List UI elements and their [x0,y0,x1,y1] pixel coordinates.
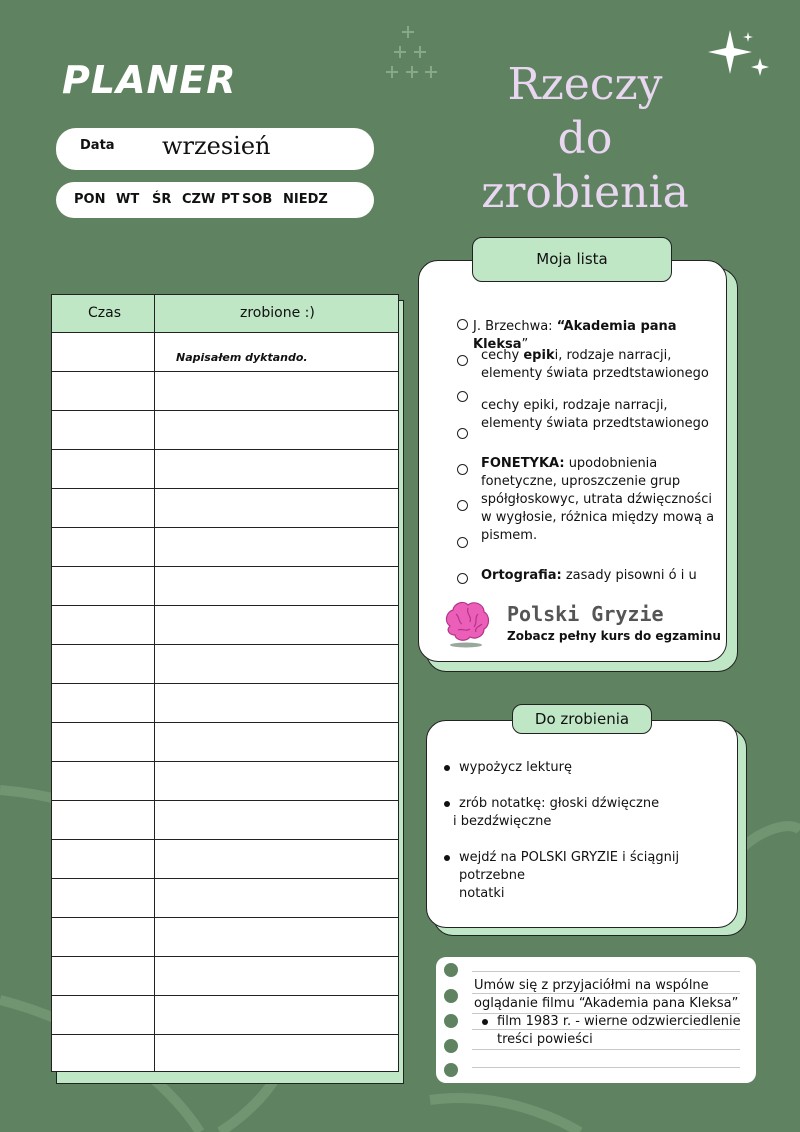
day-sat: SOB [242,192,273,207]
table-row[interactable] [52,879,398,918]
table-header [52,295,398,333]
note-text: Umów się z przyjaciółmi na wspólne [474,978,709,993]
todo-title: Do zrobienia [512,704,652,734]
checkbox-circle[interactable] [457,573,468,584]
plus-decoration-icon [386,26,437,78]
column-header-time: Czas [88,305,121,321]
table-row[interactable] [52,957,398,996]
table-row[interactable] [52,645,398,684]
todo-item: wypożycz lekturę [459,760,572,775]
table-row[interactable] [52,411,398,450]
day-thu: CZW [182,192,216,207]
note-text: oglądanie filmu “Akademia pana Kleksa” [474,996,739,1011]
table-row[interactable] [52,1035,398,1074]
day-sun: NIEDZ [283,192,328,207]
table-row[interactable] [52,567,398,606]
note-text: film 1983 r. - wierne odzwierciedlenie [497,1014,741,1029]
todo-item: wejdź na POLSKI GRYZIE i ściągnij potrzebne notatki [459,850,680,901]
note-dot [444,1014,458,1028]
heading-line: Rzeczy [507,59,663,110]
date-value: wrzesień [162,132,271,160]
list-item: Ortografia: zasady pisowni ó i u [481,568,697,583]
bullet [444,801,450,807]
column-divider [154,295,155,1071]
day-wed: ŚR [152,192,172,207]
planer-title: PLANER [62,58,237,102]
checkbox-circle[interactable] [457,464,468,475]
note-dot [444,1063,458,1077]
list-item: cechy epiki, rodzaje narracji, elementy świata przedtstawionego [481,398,709,431]
table-row[interactable] [52,684,398,723]
list-item: cechy epiki, rodzaje narracji, elementy świata przedtstawionego [481,348,709,381]
note-line [472,1049,740,1050]
date-pill [56,128,374,170]
heading-line: do [557,113,613,164]
notes-card [436,957,756,1083]
table-row[interactable] [52,723,398,762]
brain-icon [444,600,490,648]
brand-name[interactable]: Polski Gryzie [507,602,664,626]
note-text: treści powieści [497,1032,593,1047]
page-heading [470,58,700,220]
checkbox-circle[interactable] [457,500,468,511]
my-list-title: Moja lista [472,237,672,282]
sparkle-icon [708,30,769,76]
table-row[interactable] [52,333,398,372]
note-line [472,1067,740,1068]
checkbox-circle[interactable] [457,428,468,439]
day-mon: PON [74,192,106,207]
table-row[interactable] [52,528,398,567]
table-row[interactable] [52,606,398,645]
weekday-pill [56,182,374,218]
brand-subtitle-link[interactable]: Zobacz pełny kurs do egzaminu [507,629,721,643]
checkbox-circle[interactable] [457,355,468,366]
list-item: FONETYKA: upodobnienia fonetyczne, uproszczenie grup spółgłoskowyc, utrata dźwięczności w wygłosie, różnica między mową a pismem. [481,456,715,543]
note-line [472,971,740,972]
checkbox-circle[interactable] [457,319,468,330]
table-row[interactable] [52,762,398,801]
todo-item: zrób notatkę: głoski dźwięczne i bezdźwięczne [453,796,660,829]
table-row[interactable] [52,489,398,528]
schedule-table [51,294,399,1072]
table-row[interactable] [52,450,398,489]
list-item: J. Brzechwa: “Akademia pana Kleksa” [473,319,677,352]
column-header-done: zrobione :) [240,305,315,321]
table-cell-entry: Napisałem dyktando. [176,351,308,364]
table-row[interactable] [52,801,398,840]
date-label: Data [80,138,115,153]
table-row[interactable] [52,996,398,1035]
bullet [482,1019,488,1025]
checkbox-circle[interactable] [457,391,468,402]
bullet [444,765,450,771]
bullet [444,855,450,861]
note-dot [444,963,458,977]
table-row[interactable] [52,840,398,879]
todo-card [426,720,738,928]
table-row[interactable] [52,918,398,957]
note-dot [444,989,458,1003]
day-fri: PT [221,192,240,207]
checkbox-circle[interactable] [457,537,468,548]
note-dot [444,1039,458,1053]
day-tue: WT [116,192,140,207]
table-row[interactable] [52,372,398,411]
heading-line: zrobienia [481,167,689,218]
